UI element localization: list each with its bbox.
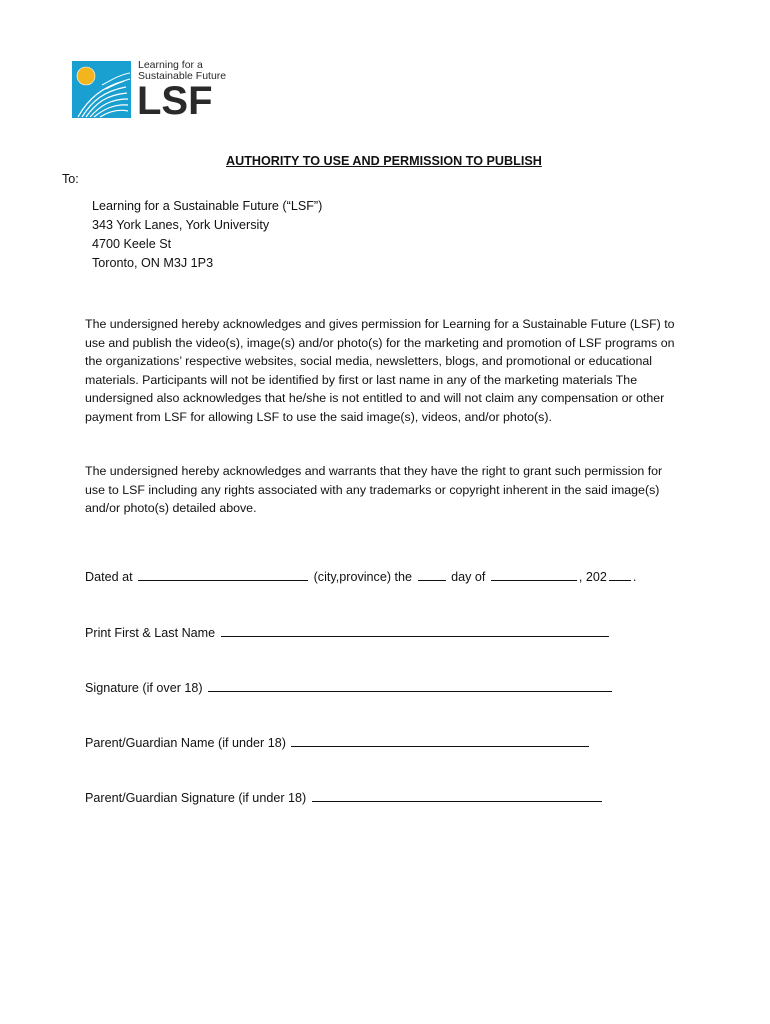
day-field[interactable] bbox=[418, 567, 446, 581]
address-line: 4700 Keele St bbox=[92, 237, 172, 251]
parent-signature-row bbox=[85, 788, 604, 805]
address-line: Learning for a Sustainable Future (“LSF”) bbox=[92, 199, 323, 213]
signature-row bbox=[85, 678, 614, 695]
year-prefix-label: , 202 bbox=[578, 570, 607, 584]
signature-field[interactable] bbox=[208, 678, 612, 692]
logo-emblem bbox=[72, 61, 131, 118]
permission-paragraph: The undersigned hereby acknowledges and gives permission for Learning for a Sustainable Future (LSF) to use and publish the video(s), image(s) and/or photo(s) for the marketing and promotion of LSF programs on the organizations’ respective websites, social media, newsletters, blogs, and promotional or educational materials. Participants will not be identified by first or last name in any of the marketing materials The undersigned also acknowledges that he/she is not entitled to and will not claim any compensation or other payment from LSF for allowing LSF to use the said image(s), videos, and/or photo(s). bbox=[85, 317, 675, 424]
month-field[interactable] bbox=[491, 567, 577, 581]
document-title: AUTHORITY TO USE AND PERMISSION TO PUBLISH bbox=[226, 154, 542, 168]
city-province-field[interactable] bbox=[138, 567, 308, 581]
print-name-label: Print First & Last Name bbox=[85, 626, 216, 640]
day-of-label: day of bbox=[451, 570, 486, 584]
sun-wave-graphic bbox=[72, 61, 131, 118]
address-line: Toronto, ON M3J 1P3 bbox=[92, 256, 214, 270]
parent-signature-field[interactable] bbox=[312, 788, 602, 802]
year-field[interactable] bbox=[609, 567, 631, 581]
city-province-label: (city,province) the bbox=[313, 570, 413, 584]
print-name-field[interactable] bbox=[221, 623, 609, 637]
to-label: To: bbox=[62, 172, 79, 186]
parent-name-label: Parent/Guardian Name (if under 18) bbox=[85, 736, 286, 750]
dated-at-label: Dated at bbox=[85, 570, 133, 584]
lsf-logo bbox=[72, 61, 232, 121]
year-suffix-label: . bbox=[632, 570, 637, 584]
logo-wordmark: LSF bbox=[137, 79, 213, 123]
dated-at-row bbox=[85, 567, 636, 584]
signature-label: Signature (if over 18) bbox=[85, 681, 203, 695]
warranty-paragraph: The undersigned hereby acknowledges and warrants that they have the right to grant such permission for use to LSF including any rights associated with any trademarks or copyright inherent in the said image(s) and/or photo(s) detailed above. bbox=[85, 464, 663, 516]
parent-signature-label: Parent/Guardian Signature (if under 18) bbox=[85, 791, 307, 805]
print-name-row bbox=[85, 623, 611, 640]
parent-name-field[interactable] bbox=[291, 733, 589, 747]
recipient-address bbox=[92, 197, 322, 273]
address-line: 343 York Lanes, York University bbox=[92, 218, 270, 232]
logo-tagline: Learning for a Sustainable Future bbox=[138, 59, 227, 82]
parent-name-row bbox=[85, 733, 591, 750]
